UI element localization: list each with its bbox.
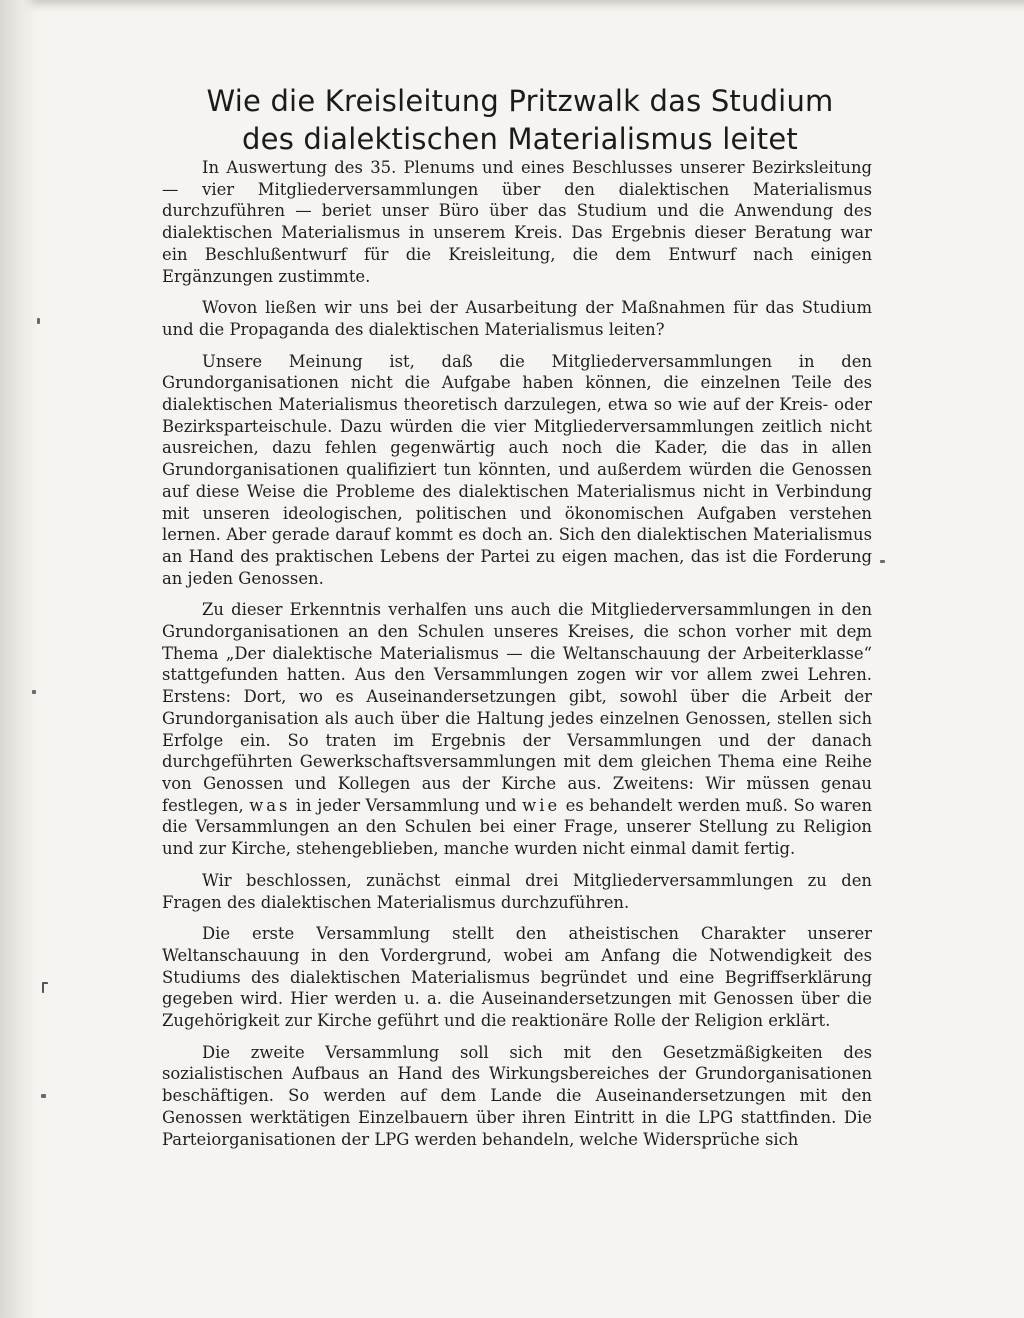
paragraph-4-text: Zu dieser Erkenntnis verhalfen uns auch die Mitgliederversammlungen in den Grundorganisationen an den Schulen unseres Kreises, die schon vorher mit dem Thema „Der dialektische Materialismus — die Weltanschauung der Arbeiterklasse“ stattgefunden hatten. Aus den Versammlungen zogen wir vor allem zwei Lehren. Erstens: Dort, wo es Auseinandersetzungen gibt, sowohl über die Arbeit der Grundorganisation als auch über die Haltung jedes einzelnen Genossen, stellen sich Erfolge ein. So traten im Ergebnis der Versammlungen und der danach durchgeführten Gewerkschaftsversammlungen mit dem gleichen Thema eine Reihe von Genossen und Kollegen aus der Kirche aus. Zweitens: Wir müssen genau festlegen,: [162, 600, 872, 815]
paragraph-2: Wovon ließen wir uns bei der Ausarbeitung der Maßnahmen für das Studium und die Propaganda des dialektischen Materialismus leiten?: [162, 298, 872, 339]
article-title-line-1: Wie die Kreisleitung Pritzwalk das Studium: [206, 84, 834, 118]
paragraph-7: Die zweite Versammlung soll sich mit den Gesetzmäßigkeiten des sozialistischen Aufbaus an Hand des Wirkungsbereiches der Grundorganisationen beschäftigen. So werden auf dem Lande die Auseinandersetzungen mit den Genossen werktätigen Einzelbauern über ihren Eintritt in die LPG stattfinden. Die Parteiorganisationen der LPG werden behandeln, welche Widersprüche sich: [162, 1042, 872, 1149]
scan-left-edge: [0, 0, 38, 1318]
paragraph-4-tail: es behandelt werden muß. So waren die Versammlungen an den Schulen bei einer Frage, unserer Stellung zu Religion und zur Kirche, stehengeblieben, manche wurden nicht einmal damit fertig.: [162, 795, 872, 859]
paragraph-1: In Auswertung des 35. Plenums und eines Beschlusses unserer Bezirksleitung — vier Mitgliederversammlungen über den dialektischen Materialismus durchzuführen — beriet unser Büro über das Studium und die Anwendung des dialektischen Materialismus in unserem Kreis. Das Ergebnis dieser Beratung war ein Beschlußentwurf für die Kreisleitung, die dem Entwurf nach einigen Ergänzungen zustimmte.: [162, 158, 872, 286]
margin-mark: [37, 318, 40, 324]
emphasis-was: was: [249, 795, 291, 815]
article-title: [150, 82, 890, 158]
margin-mark: [32, 690, 36, 694]
margin-mark: [41, 1094, 46, 1098]
paragraph-3: Unsere Meinung ist, daß die Mitgliederversammlungen in den Grundorganisationen nicht die Aufgabe haben können, die einzelnen Teile des dialektischen Materialismus theoretisch darzulegen, etwa so wie auf der Kreis- oder Bezirksparteischule. Dazu würden die vier Mitgliederversammlungen zeitlich nicht ausreichen, dazu fehlen gegenwärtig auch noch die Kader, die das in allen Grundorganisationen qualifiziert tun könnten, und außerdem würden die Genossen auf diese Weise die Probleme des dialektischen Materialismus nicht in Verbindung mit unseren ideologischen, politischen und ökonomischen Aufgaben verstehen lernen. Aber gerade darauf kommt es doch an. Sich den dialektischen Materialismus an Hand des praktischen Lebens der Partei zu eigen machen, das ist die Forderung an jeden Genossen.: [162, 351, 872, 588]
paragraph-4: [162, 599, 872, 859]
paragraph-4-mid: in jeder Versammlung und: [290, 795, 523, 815]
paragraph-6: Die erste Versammlung stellt den atheistischen Charakter unserer Weltanschauung in den Vordergrund, wobei am Anfang die Notwendigkeit des Studiums des dialektischen Materialismus begründet und eine Begriffserklärung gegeben wird. Hier werden u. a. die Auseinandersetzungen mit Genossen über die Zugehörigkeit zur Kirche geführt und die reaktionäre Rolle der Religion erklärt.: [162, 924, 872, 1031]
margin-mark: [880, 560, 885, 563]
emphasis-wie: wie: [522, 795, 561, 815]
paragraph-5: Wir beschlossen, zunächst einmal drei Mitgliederversammlungen zu den Fragen des dialektischen Materialismus durchzuführen.: [162, 870, 872, 912]
article-body: [162, 157, 872, 1160]
scan-top-edge: [0, 0, 1024, 12]
article-title-line-2: des dialektischen Materialismus leitet: [242, 122, 798, 156]
margin-mark: [42, 982, 48, 993]
